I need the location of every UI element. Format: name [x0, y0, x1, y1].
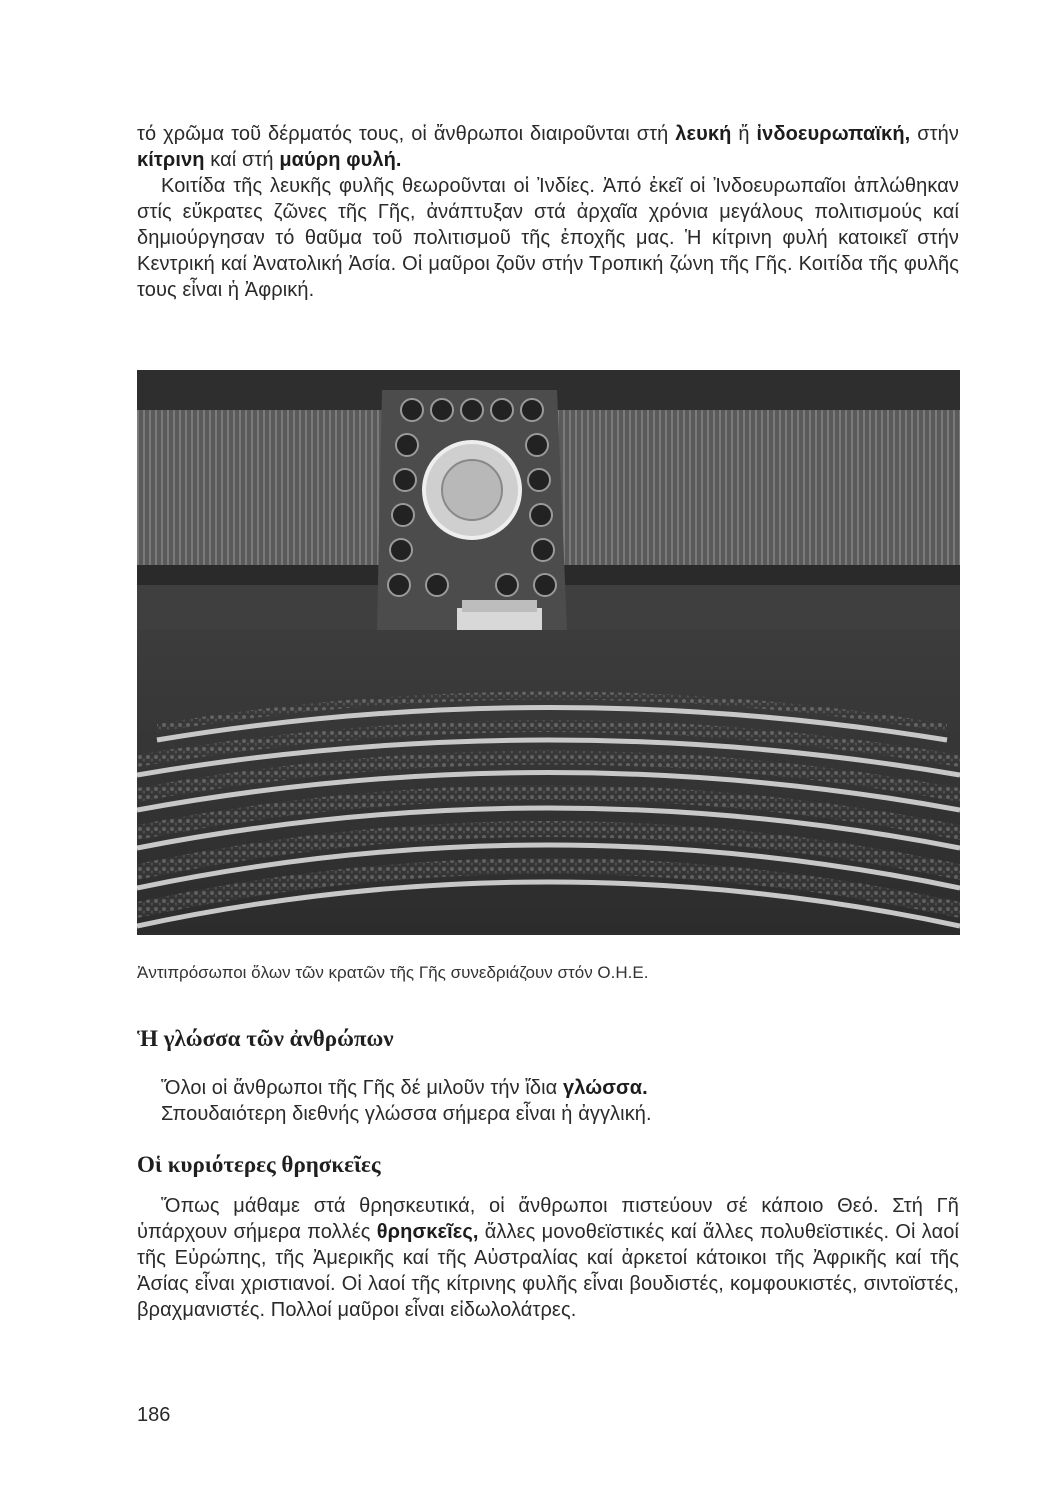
heading-language: Ἡ γλώσσα τῶν ἀνθρώπων: [137, 1026, 394, 1051]
heading-religions: Οἱ κυριότερες θρησκεῖες: [137, 1152, 381, 1177]
bold-term: λευκή: [675, 123, 732, 145]
text-run: Κοιτίδα τῆς λευκῆς φυλῆς θεωροῦνται οἱ Ἰνδίες. Ἀπό ἐκεῖ οἱ Ἰνδοευρωπαῖοι ἁπλώθηκαν στίς εὔκρατες ζῶνες τῆς Γῆς, ἀνάπτυξαν στά ἀρχαῖα χρόνια μεγάλους πολιτισμούς καί δημιούργησαν τό θαῦμα τοῦ πολιτισμοῦ τῆς ἐποχῆς μας. Ἡ κίτρινη φυλή κατοικεῖ στήν Κεντρική καί Ἀνατολική Ἀσία. Οἱ μαῦροι ζοῦν στήν Τροπική ζώνη τῆς Γῆς. Κοιτίδα τῆς φυλῆς τους εἶναι ἡ Ἀφρική.: [137, 175, 959, 301]
text-run: τό χρῶμα τοῦ δέρματός τους, οἱ ἄνθρωποι διαιροῦνται στή: [137, 123, 676, 145]
paragraph-religions: [137, 1193, 959, 1323]
bold-term: κίτρινη: [137, 149, 205, 171]
paragraph-races: [137, 121, 959, 303]
photo-caption: Ἀντιπρόσωποι ὅλων τῶν κρατῶν τῆς Γῆς συνεδριάζουν στόν Ο.Η.Ε.: [137, 963, 649, 982]
text-run: στήν: [910, 123, 959, 145]
page-number: 186: [137, 1404, 171, 1426]
text-run: Ὅπως μάθαμε στά θρησκευτικά, οἱ ἄνθρωποι πιστεύουν σέ κάποιο Θεό. Στή Γῆ ὑπάρχουν σήμερα πολλές: [137, 1195, 959, 1243]
text-run: Ὅλοι οἱ ἄνθρωποι τῆς Γῆς δέ μιλοῦν τήν ἴδια: [161, 1077, 563, 1099]
bold-term: ἰνδοευρωπαϊκή,: [756, 123, 911, 145]
un-assembly-photo: [137, 370, 960, 935]
text-run: Σπουδαιότερη διεθνής γλώσσα σήμερα εἶναι ἡ ἀγγλική.: [161, 1103, 652, 1125]
text-run: ἤ: [731, 123, 757, 145]
bold-term: μαύρη φυλή.: [279, 149, 402, 171]
bold-term: γλώσσα.: [563, 1077, 648, 1099]
bold-term: θρησκεῖες,: [376, 1221, 479, 1243]
text-run: καί στή: [204, 149, 280, 171]
text-run: ἄλλες μονοθεϊστικές καί ἄλλες πολυθεϊστικές. Οἱ λαοί τῆς Εὐρώπης, τῆς Ἀμερικῆς καί τῆς Αὐστραλίας καί ἀρκετοί κάτοικοι τῆς Ἀφρικῆς καί τῆς Ἀσίας εἶναι χριστιανοί. Οἱ λαοί τῆς κίτρινης φυλῆς εἶναι βουδιστές, κομφουκιστές, σιντοϊστές, βραχμανιστές. Πολλοί μαῦροι εἶναι εἰδωλολάτρες.: [137, 1221, 960, 1321]
paragraph-language: [137, 1075, 959, 1127]
